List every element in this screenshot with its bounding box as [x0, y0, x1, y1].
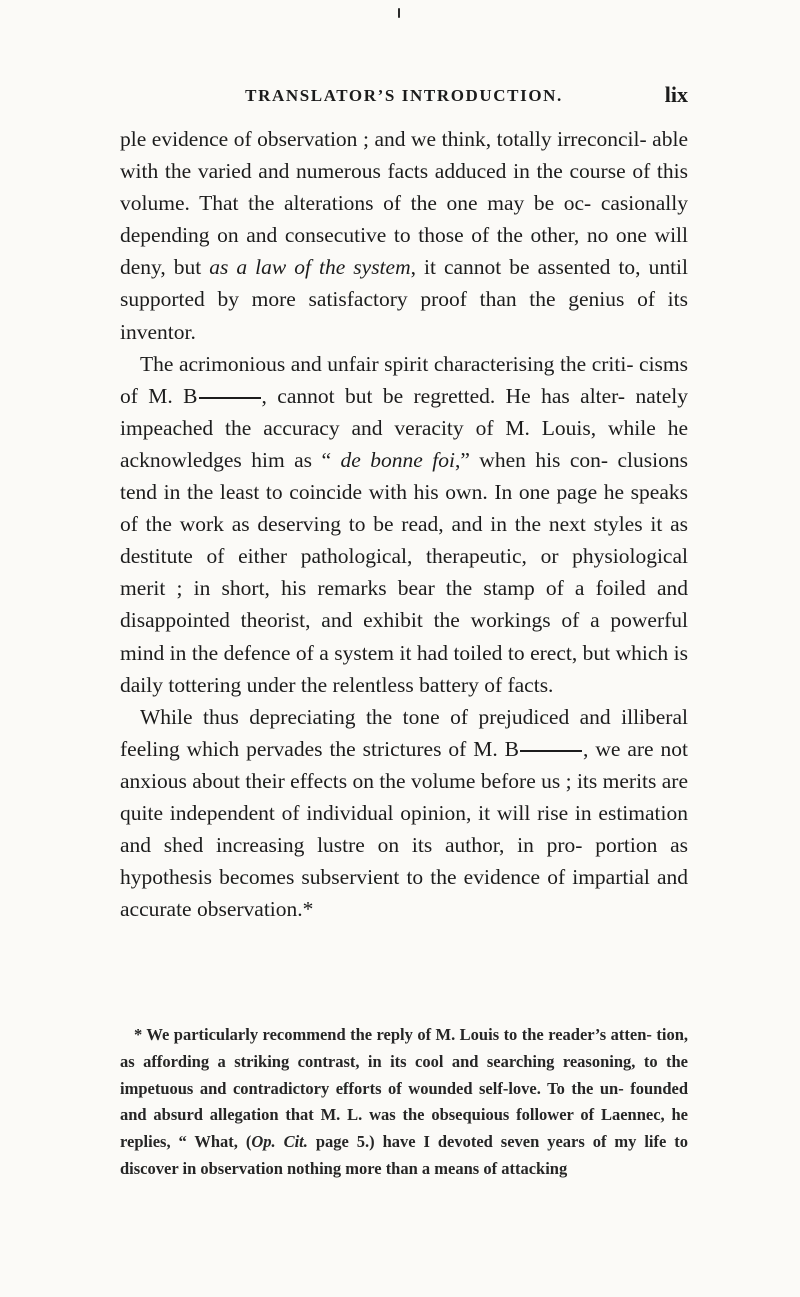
name-dash [520, 750, 582, 752]
footnote [120, 1022, 688, 1183]
footnote-text-a: * We particularly recommend the reply of M. Louis to the reader’s atten- tion, as affording a striking contrast, in its cool and searching reasoning, to the impetuous and contradictory efforts of wounded self-love. To the un- founded and absurd allegation that M. L. was the obsequious follower of Laennec, he replies, “ What, ( [120, 1025, 688, 1152]
page-number: lix [664, 82, 688, 107]
paragraph-1-italic: as a law of the system [209, 255, 411, 280]
paragraph-1 [120, 123, 688, 348]
name-dash [199, 397, 261, 399]
footnote-text-c: page 5.) have I devoted seven years of my life to discover in observation nothing more than a means of attacking [120, 1132, 688, 1178]
paragraph-2 [120, 348, 688, 701]
paragraph-2-text-a: The acrimonious and unfair spirit characterising the criti- cisms of M. B [120, 351, 688, 408]
paragraph-2-text-b: , cannot but be regretted. He has alter- nately impeached the accuracy and veracity of M. Louis, while he acknowledges him as “ [120, 383, 688, 472]
paragraph-1-text-a: ple evidence of observation ; and we think, totally irreconcil- able with the varied and numerous facts adduced in the course of this volume. That the alterations of the one may be oc- casionally depending on and consecutive to those of the other, no one will deny, but [120, 127, 688, 280]
footnote-italic: Op. Cit. [251, 1132, 308, 1152]
paragraph-3-text-b: , we are not anxious about their effects on the volume before us ; its merits are quite independent of individual opinion, it will rise in estimation and shed increasing lustre on its author, in pro- portion as hypothesis becomes subservient to the evidence of impartial and accurate observation.* [120, 736, 688, 922]
footnote-text [120, 1022, 688, 1183]
paragraph-3-text-a: While thus depreciating the tone of prejudiced and illiberal feeling which pervades the strictures of M. B [120, 704, 688, 761]
paragraph-1-text-c: , it cannot be assented to, until supported by more satisfactory proof than the genius of its inventor. [120, 255, 688, 344]
paragraph-2-text-d: ,” when his con- clusions tend in the least to coincide with his own. In one page he speaks of the work as deserving to be read, and in the next styles it as destitute of either pathological, therapeutic, or physiological merit ; in short, his remarks bear the stamp of a foiled and disappointed theorist, and exhibit the workings of a powerful mind in the defence of a system it had toiled to erect, but which is daily tottering under the relentless battery of facts. [120, 447, 688, 697]
running-head: TRANSLATOR’S INTRODUCTION. [245, 86, 563, 105]
paragraph-3 [120, 701, 688, 926]
body-text [120, 123, 688, 925]
paragraph-2-italic: de bonne foi [340, 447, 455, 472]
ink-mark [398, 8, 400, 18]
page-header [120, 82, 688, 110]
